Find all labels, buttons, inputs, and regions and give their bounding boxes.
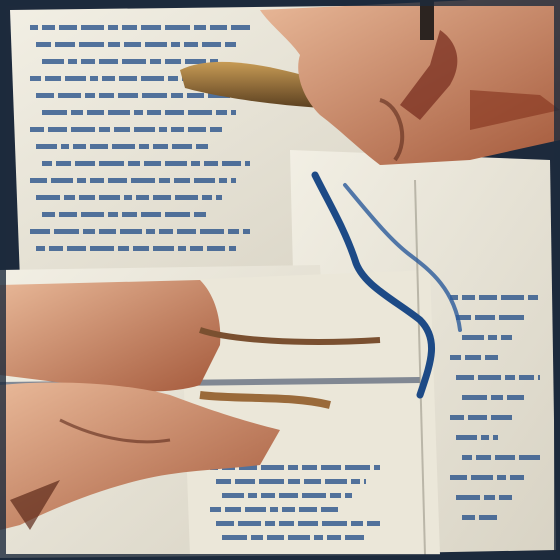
top-left-scribble <box>71 127 95 132</box>
right-column-scribble <box>484 495 495 500</box>
top-left-scribble <box>131 178 155 183</box>
top-left-scribble <box>30 127 44 132</box>
top-left-scribble <box>124 195 132 200</box>
bottom-center-scribble <box>330 493 341 498</box>
top-left-scribble <box>231 110 236 115</box>
top-left-scribble <box>153 246 174 251</box>
top-left-scribble <box>231 25 250 30</box>
bottom-center-scribble <box>345 535 364 540</box>
bottom-center-scribble <box>245 507 266 512</box>
right-column-scribble <box>495 455 515 460</box>
top-left-scribble <box>136 195 149 200</box>
top-left-scribble <box>146 229 155 234</box>
top-left-scribble <box>219 178 227 183</box>
bottom-center-scribble <box>302 493 326 498</box>
top-left-scribble <box>90 76 98 81</box>
right-column-scribble <box>497 475 506 480</box>
right-column-scribble <box>499 495 512 500</box>
bottom-center-scribble <box>265 521 275 526</box>
top-left-scribble <box>79 42 104 47</box>
bottom-center-scribble <box>327 535 341 540</box>
bottom-center-scribble <box>314 535 323 540</box>
top-left-scribble <box>171 93 183 98</box>
bottom-center-scribble <box>325 479 347 484</box>
top-left-scribble <box>59 212 77 217</box>
bottom-center-scribble <box>270 507 278 512</box>
top-left-scribble <box>36 195 60 200</box>
top-left-scribble <box>177 229 196 234</box>
top-left-scribble <box>159 127 167 132</box>
top-left-scribble <box>36 144 57 149</box>
bottom-center-scribble <box>225 507 241 512</box>
bottom-center-scribble <box>321 507 338 512</box>
bottom-center-scribble <box>238 521 261 526</box>
bottom-center-scribble <box>302 465 317 470</box>
top-left-scribble <box>83 229 95 234</box>
top-left-scribble <box>225 42 236 47</box>
top-left-scribble <box>165 161 187 166</box>
top-left-scribble <box>128 161 140 166</box>
top-left-scribble <box>30 178 47 183</box>
top-left-scribble <box>172 144 192 149</box>
top-left-scribble <box>99 93 114 98</box>
top-left-scribble <box>133 246 149 251</box>
right-column-scribble <box>462 335 484 340</box>
top-left-scribble <box>191 161 200 166</box>
right-column-scribble <box>456 375 474 380</box>
right-column-scribble <box>475 315 495 320</box>
top-left-scribble <box>141 76 164 81</box>
top-left-scribble <box>243 229 250 234</box>
top-left-scribble <box>153 144 168 149</box>
top-left-scribble <box>194 178 215 183</box>
top-left-scribble <box>171 42 180 47</box>
top-left-scribble <box>174 178 190 183</box>
top-left-scribble <box>159 178 170 183</box>
bottom-center-scribble <box>251 535 263 540</box>
top-left-scribble <box>144 161 161 166</box>
top-left-scribble <box>210 25 227 30</box>
top-left-scribble <box>210 127 222 132</box>
top-left-scribble <box>64 195 75 200</box>
right-column-scribble <box>481 435 489 440</box>
top-left-scribble <box>165 25 190 30</box>
bottom-center-scribble <box>279 493 298 498</box>
top-left-scribble <box>141 212 161 217</box>
top-left-scribble <box>65 76 86 81</box>
bottom-center-scribble <box>304 479 321 484</box>
right-column-scribble <box>510 475 524 480</box>
bottom-center-scribble <box>351 521 363 526</box>
right-column-scribble <box>479 295 497 300</box>
bottom-center-scribble <box>222 493 244 498</box>
right-column-scribble <box>456 495 480 500</box>
top-left-scribble <box>58 93 81 98</box>
bottom-center-scribble <box>288 479 300 484</box>
right-column-scribble <box>501 335 512 340</box>
right-column-scribble <box>493 435 498 440</box>
top-left-scribble <box>120 229 142 234</box>
bottom-center-scribble <box>322 521 347 526</box>
top-left-scribble <box>90 144 108 149</box>
right-column-scribble <box>465 355 481 360</box>
bottom-center-scribble <box>345 493 352 498</box>
top-left-scribble <box>61 144 69 149</box>
bottom-center-scribble <box>210 507 221 512</box>
top-left-scribble <box>222 161 241 166</box>
bottom-center-scribble <box>216 479 231 484</box>
top-left-scribble <box>36 93 54 98</box>
bottom-center-scribble <box>235 479 255 484</box>
right-column-scribble <box>462 395 487 400</box>
top-left-scribble <box>54 229 79 234</box>
top-left-scribble <box>207 246 225 251</box>
bottom-center-scribble <box>298 521 318 526</box>
top-left-scribble <box>99 195 120 200</box>
bottom-center-scribble <box>321 465 341 470</box>
top-left-scribble <box>178 246 186 251</box>
top-left-scribble <box>81 59 95 64</box>
bottom-center-scribble <box>364 479 366 484</box>
bottom-center-scribble <box>288 465 298 470</box>
right-column-scribble <box>462 295 475 300</box>
top-left-scribble <box>165 212 190 217</box>
top-left-scribble <box>231 178 236 183</box>
top-left-scribble <box>194 25 206 30</box>
top-left-scribble <box>168 76 178 81</box>
top-left-scribble <box>188 127 206 132</box>
top-left-scribble <box>71 110 83 115</box>
top-left-scribble <box>229 246 236 251</box>
top-left-scribble <box>42 161 52 166</box>
bottom-center-scribble <box>374 465 380 470</box>
right-column-scribble <box>450 355 461 360</box>
right-column-scribble <box>468 415 487 420</box>
top-left-scribble <box>36 42 51 47</box>
top-left-scribble <box>202 42 221 47</box>
top-left-scribble <box>165 110 184 115</box>
top-left-scribble <box>42 212 55 217</box>
top-left-scribble <box>42 59 64 64</box>
top-left-scribble <box>216 195 222 200</box>
top-left-scribble <box>108 25 118 30</box>
top-left-scribble <box>145 42 167 47</box>
top-left-scribble <box>81 212 104 217</box>
right-column-scribble <box>519 375 534 380</box>
top-left-scribble <box>112 144 135 149</box>
top-left-scribble <box>134 110 143 115</box>
bottom-center-scribble <box>345 465 370 470</box>
top-left-scribble <box>190 246 203 251</box>
top-left-scribble <box>90 178 104 183</box>
right-column-scribble <box>538 375 540 380</box>
top-left-scribble <box>90 246 114 251</box>
right-column-scribble <box>488 335 497 340</box>
top-left-scribble <box>122 212 137 217</box>
top-left-scribble <box>122 25 137 30</box>
top-left-scribble <box>42 25 55 30</box>
top-left-scribble <box>73 144 86 149</box>
right-column-scribble <box>491 415 512 420</box>
bottom-center-scribble <box>259 479 284 484</box>
right-column-scribble <box>519 455 540 460</box>
top-left-scribble <box>184 42 198 47</box>
top-left-scribble <box>30 25 38 30</box>
right-column-scribble <box>501 295 524 300</box>
bottom-center-scribble <box>261 493 275 498</box>
bottom-center-scribble <box>367 521 380 526</box>
bottom-center-scribble <box>351 479 360 484</box>
right-column-scribble <box>462 515 475 520</box>
hand-left-upper <box>0 280 220 391</box>
top-left-scribble <box>147 110 161 115</box>
top-left-scribble <box>56 161 71 166</box>
top-left-scribble <box>134 127 155 132</box>
right-column-scribble <box>478 375 501 380</box>
top-left-scribble <box>228 229 239 234</box>
top-left-scribble <box>108 42 120 47</box>
right-column-scribble <box>456 435 477 440</box>
top-left-scribble <box>202 195 212 200</box>
top-left-scribble <box>36 246 45 251</box>
top-left-scribble <box>119 76 137 81</box>
top-left-scribble <box>141 25 161 30</box>
top-left-scribble <box>108 212 118 217</box>
top-left-scribble <box>245 161 250 166</box>
top-left-scribble <box>165 59 181 64</box>
bottom-center-scribble <box>282 507 295 512</box>
top-left-scribble <box>200 229 224 234</box>
top-left-scribble <box>150 59 161 64</box>
top-left-scribble <box>188 110 212 115</box>
top-left-scribble <box>75 161 95 166</box>
right-column-scribble <box>499 315 524 320</box>
top-left-scribble <box>153 195 171 200</box>
top-left-scribble <box>55 42 75 47</box>
top-left-scribble <box>171 127 184 132</box>
right-column-scribble <box>450 475 467 480</box>
top-left-scribble <box>99 161 124 166</box>
top-left-scribble <box>118 93 138 98</box>
top-left-scribble <box>81 25 104 30</box>
bottom-center-scribble <box>261 465 284 470</box>
right-column-scribble <box>485 355 498 360</box>
top-left-scribble <box>99 127 110 132</box>
right-column-scribble <box>450 415 464 420</box>
top-left-scribble <box>48 127 67 132</box>
bottom-center-scribble <box>267 535 284 540</box>
bottom-center-scribble <box>288 535 310 540</box>
top-left-scribble <box>142 93 167 98</box>
right-column-scribble <box>471 475 493 480</box>
right-column-scribble <box>491 395 503 400</box>
top-left-scribble <box>187 93 204 98</box>
top-left-scribble <box>216 110 227 115</box>
top-left-scribble <box>108 110 130 115</box>
top-left-scribble <box>196 144 208 149</box>
top-left-scribble <box>122 59 146 64</box>
top-left-scribble <box>30 76 41 81</box>
top-left-scribble <box>139 144 149 149</box>
right-column-scribble <box>462 455 472 460</box>
top-left-scribble <box>49 246 63 251</box>
right-column-scribble <box>507 395 524 400</box>
bottom-center-scribble <box>216 521 234 526</box>
top-left-scribble <box>51 178 73 183</box>
top-left-scribble <box>30 229 50 234</box>
bottom-center-scribble <box>299 507 317 512</box>
bottom-center-scribble <box>222 535 247 540</box>
top-left-scribble <box>204 161 218 166</box>
top-left-scribble <box>102 76 115 81</box>
top-left-scribble <box>87 110 104 115</box>
top-left-scribble <box>85 93 95 98</box>
top-left-scribble <box>194 212 206 217</box>
right-column-scribble <box>528 295 538 300</box>
top-left-scribble <box>45 76 61 81</box>
top-left-scribble <box>108 178 127 183</box>
top-left-scribble <box>79 195 95 200</box>
top-left-scribble <box>99 229 116 234</box>
bottom-center-scribble <box>279 521 294 526</box>
top-left-scribble <box>118 246 129 251</box>
top-left-scribble <box>99 59 118 64</box>
right-column-scribble <box>505 375 515 380</box>
top-left-scribble <box>124 42 141 47</box>
top-left-scribble <box>42 110 67 115</box>
right-column-scribble <box>479 515 497 520</box>
top-left-scribble <box>77 178 86 183</box>
top-left-scribble <box>159 229 173 234</box>
top-left-scribble <box>175 195 198 200</box>
bottom-center-scribble <box>248 493 257 498</box>
top-left-scribble <box>114 127 130 132</box>
right-column-scribble <box>476 455 491 460</box>
top-left-scribble <box>67 246 86 251</box>
top-left-scribble <box>68 59 77 64</box>
top-left-scribble <box>59 25 77 30</box>
